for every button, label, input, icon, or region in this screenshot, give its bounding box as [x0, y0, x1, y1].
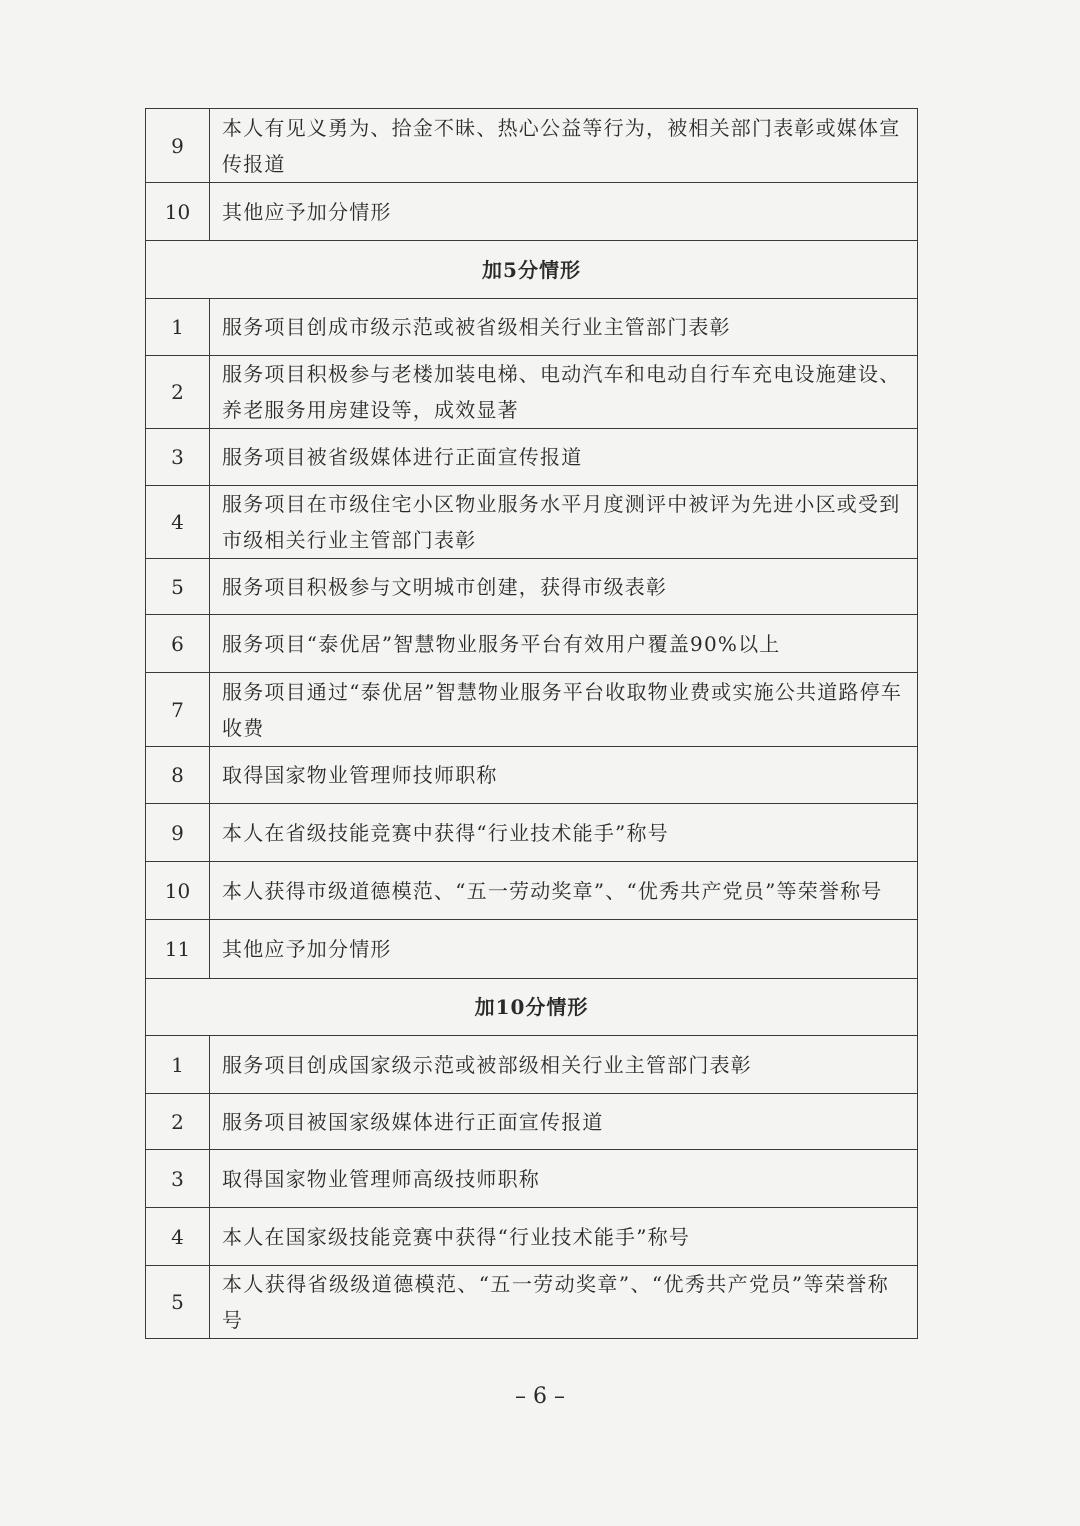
row-description: 本人获得市级道德模范、“五一劳动奖章”、“优秀共产党员”等荣誉称号 [210, 862, 918, 920]
table-row [146, 673, 918, 747]
row-number: 10 [146, 183, 210, 241]
table-row [146, 615, 918, 673]
row-number: 1 [146, 299, 210, 356]
row-number: 5 [146, 559, 210, 615]
row-description: 取得国家物业管理师高级技师职称 [210, 1150, 918, 1208]
table-row [146, 747, 918, 804]
row-description: 服务项目被国家级媒体进行正面宣传报道 [210, 1094, 918, 1150]
row-number: 11 [146, 920, 210, 979]
row-description: 服务项目创成国家级示范或被部级相关行业主管部门表彰 [210, 1036, 918, 1094]
row-description: 服务项目被省级媒体进行正面宣传报道 [210, 429, 918, 486]
row-number: 9 [146, 109, 210, 183]
row-number: 4 [146, 486, 210, 559]
row-description: 本人获得省级级道德模范、“五一劳动奖章”、“优秀共产党员”等荣誉称号 [210, 1266, 918, 1339]
section-heading-plus-5: 加5分情形 [146, 241, 918, 299]
table-row [146, 356, 918, 429]
section-heading-row [146, 241, 918, 299]
section-heading-row [146, 979, 918, 1036]
row-description: 取得国家物业管理师技师职称 [210, 747, 918, 804]
page-number: – 6 – [515, 1384, 565, 1409]
row-description: 本人有见义勇为、拾金不昧、热心公益等行为，被相关部门表彰或媒体宣传报道 [210, 109, 918, 183]
row-number: 5 [146, 1266, 210, 1339]
row-number: 1 [146, 1036, 210, 1094]
section-heading-plus-10: 加10分情形 [146, 979, 918, 1036]
table-row [146, 804, 918, 862]
table-row [146, 109, 918, 183]
row-number: 9 [146, 804, 210, 862]
row-number: 8 [146, 747, 210, 804]
row-number: 7 [146, 673, 210, 747]
table-row [146, 1036, 918, 1094]
row-description: 服务项目积极参与文明城市创建，获得市级表彰 [210, 559, 918, 615]
row-description: 服务项目“泰优居”智慧物业服务平台有效用户覆盖90%以上 [210, 615, 918, 673]
row-description: 服务项目通过“泰优居”智慧物业服务平台收取物业费或实施公共道路停车收费 [210, 673, 918, 747]
table-row [146, 486, 918, 559]
table-row [146, 1150, 918, 1208]
table-row [146, 1094, 918, 1150]
row-number: 4 [146, 1208, 210, 1266]
row-description: 服务项目积极参与老楼加装电梯、电动汽车和电动自行车充电设施建设、养老服务用房建设等，成效显著 [210, 356, 918, 429]
table-row [146, 1266, 918, 1339]
row-number: 2 [146, 356, 210, 429]
table-row [146, 920, 918, 979]
row-description: 其他应予加分情形 [210, 183, 918, 241]
row-description: 服务项目在市级住宅小区物业服务水平月度测评中被评为先进小区或受到市级相关行业主管部门表彰 [210, 486, 918, 559]
table-row [146, 299, 918, 356]
row-description: 服务项目创成市级示范或被省级相关行业主管部门表彰 [210, 299, 918, 356]
row-description: 本人在国家级技能竞赛中获得“行业技术能手”称号 [210, 1208, 918, 1266]
row-number: 2 [146, 1094, 210, 1150]
table-row [146, 429, 918, 486]
table-row [146, 183, 918, 241]
table-row [146, 1208, 918, 1266]
row-number: 3 [146, 1150, 210, 1208]
row-number: 6 [146, 615, 210, 673]
table-row [146, 559, 918, 615]
row-description: 其他应予加分情形 [210, 920, 918, 979]
row-number: 3 [146, 429, 210, 486]
row-number: 10 [146, 862, 210, 920]
table-row [146, 862, 918, 920]
bonus-points-table [145, 108, 918, 1339]
row-description: 本人在省级技能竞赛中获得“行业技术能手”称号 [210, 804, 918, 862]
